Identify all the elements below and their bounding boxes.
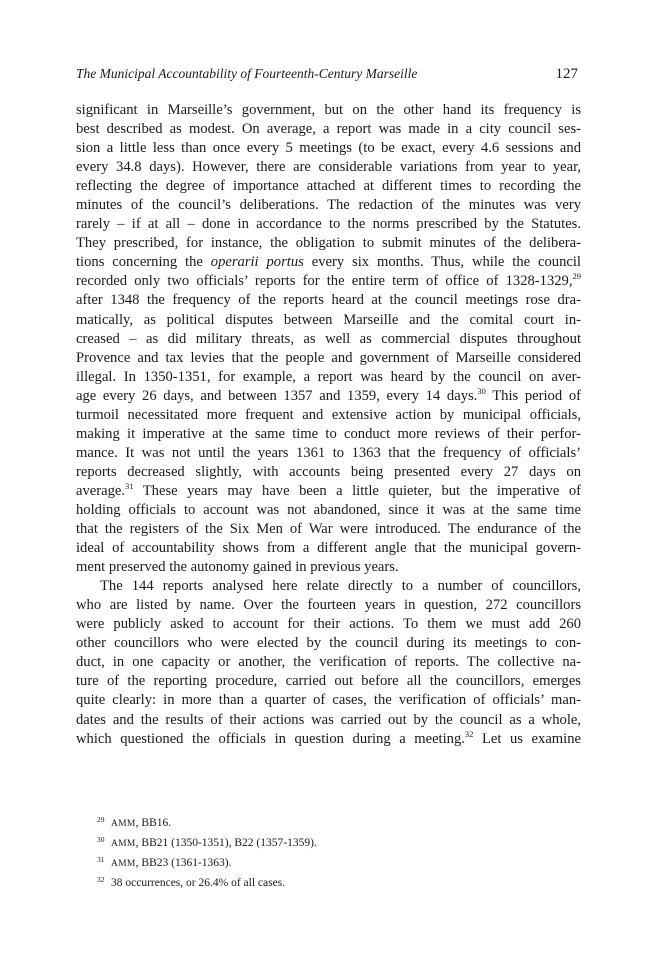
text-line: The 144 reports analysed here relate directly to a number of councillors, bbox=[100, 578, 581, 595]
text-segment: recorded only two officials’ reports for the entire term of office of 1328-1329, bbox=[76, 273, 573, 290]
text-segment: These years may have been a little quieter, but the imperative of bbox=[133, 482, 581, 499]
page-number: 127 bbox=[555, 66, 578, 82]
footnote-ref: 31 bbox=[125, 481, 134, 491]
text-line: other councillors who were elected by the council during its meetings to con- bbox=[76, 635, 581, 652]
text-line: creased – as did military threats, as well as commercial disputes throughout bbox=[76, 330, 581, 347]
footnote-number: 30 bbox=[97, 835, 105, 845]
footnote-number: 32 bbox=[97, 875, 105, 885]
footnote-text: , BB23 (1361-1363). bbox=[135, 857, 232, 870]
text-line: holding officials to account was not abandoned, since it was at the same time bbox=[76, 501, 581, 518]
text-line: that the registers of the Six Men of War were introduced. The endurance of the bbox=[76, 521, 581, 538]
archive-abbr: AMM bbox=[111, 839, 136, 850]
text-line: reports decreased slightly, with accounts being presented every 27 days on bbox=[76, 463, 581, 480]
text-line bbox=[76, 253, 581, 272]
text-line: quite clearly: in more than a quarter of cases, the verification of officials’ man- bbox=[76, 692, 581, 709]
text-line: turmoil necessitated more frequent and extensive action by municipal officials, bbox=[76, 406, 581, 423]
text-line: best described as modest. On average, a report was made in a city council ses- bbox=[76, 121, 581, 138]
footnote bbox=[97, 812, 567, 832]
footnote-ref: 32 bbox=[464, 729, 474, 739]
text-line: mance. It was not until the years 1361 to 1363 that the frequency of officials’ bbox=[76, 444, 581, 461]
text-line: Provence and tax levies that the people and government of Marseille considered bbox=[76, 349, 581, 366]
text-line: making it imperative at the same time to conduct more reviews of their perfor- bbox=[76, 425, 581, 442]
text-line: significant in Marseille’s government, but on the other hand its frequency is bbox=[76, 102, 581, 118]
text-segment: Let us examine bbox=[473, 730, 581, 747]
text-line bbox=[76, 730, 581, 749]
text-line: ideal of accountability shows from a different angle that the municipal govern- bbox=[76, 540, 581, 557]
footnote bbox=[97, 852, 567, 872]
text-segment: average. bbox=[76, 482, 126, 499]
text-line: duct, in one capacity or another, the verification of reports. The collective na- bbox=[76, 654, 581, 671]
footnote-ref: 30 bbox=[477, 386, 486, 396]
footnote-text: , BB16. bbox=[135, 817, 172, 829]
text-line: after 1348 the frequency of the reports heard at the council meetings rose dra- bbox=[76, 292, 581, 309]
text-line: reflecting the degree of importance attached at different times to recording the bbox=[76, 178, 581, 195]
running-head-title: The Municipal Accountability of Fourteenth-Century Marseille bbox=[76, 66, 418, 81]
text-line: every 34.8 days). However, there are considerable variations from year to year, bbox=[76, 159, 581, 176]
text-line: illegal. In 1350-1351, for example, a report was heard by the council on aver- bbox=[76, 368, 581, 385]
footnote-ref: 29 bbox=[572, 272, 581, 282]
text-line bbox=[76, 272, 581, 291]
footnote-text: , BB21 (1350-1351), B22 (1357-1359). bbox=[135, 837, 317, 850]
text-line bbox=[76, 387, 581, 406]
footnote-text: 38 occurrences, or 26.4% of all cases. bbox=[111, 877, 286, 890]
text-segment: This period of bbox=[485, 387, 581, 404]
archive-abbr: AMM bbox=[111, 819, 136, 829]
text-line: who are listed by name. Over the fourteen years in question, 272 councillors bbox=[76, 597, 581, 614]
text-segment: tions concerning the bbox=[76, 254, 211, 271]
text-segment: age every 26 days, and between 1357 and 1359, every 14 days. bbox=[76, 387, 478, 404]
text-line: rarely – if at all – done in accordance to the norms prescribed by the Statutes. bbox=[76, 216, 581, 233]
text-segment: every six months. Thus, while the council bbox=[303, 254, 581, 271]
text-line: They prescribed, for instance, the obligation to submit minutes of the delibera- bbox=[76, 235, 581, 252]
footnote-number: 29 bbox=[97, 815, 105, 824]
running-head bbox=[76, 66, 581, 86]
footnote-number: 31 bbox=[97, 855, 105, 865]
main-text bbox=[76, 101, 581, 749]
footnote bbox=[97, 872, 567, 891]
text-line: matically, as political disputes between Marseille and the comital court in- bbox=[76, 311, 581, 328]
text-line: ture of the reporting procedure, carried out before all the councillors, emerges bbox=[76, 673, 581, 690]
archive-abbr: AMM bbox=[111, 859, 136, 870]
footnote bbox=[97, 832, 567, 852]
text-line: were publicly asked to account for their actions. To them we must add 260 bbox=[76, 616, 581, 633]
text-line bbox=[76, 482, 581, 501]
text-segment: which questioned the officials in question during a meeting. bbox=[76, 730, 465, 747]
footnotes bbox=[97, 812, 567, 891]
italic-term: operarii portus bbox=[210, 254, 304, 271]
text-line: sion a little less than once every 5 meetings (to be exact, every 4.6 sessions and bbox=[76, 140, 581, 157]
text-line: minutes of the council’s deliberations. The redaction of the minutes was very bbox=[76, 197, 581, 214]
text-line: dates and the results of their actions was carried out by the council as a whole, bbox=[76, 711, 581, 728]
text-line: ment preserved the autonomy gained in previous years. bbox=[76, 559, 399, 576]
